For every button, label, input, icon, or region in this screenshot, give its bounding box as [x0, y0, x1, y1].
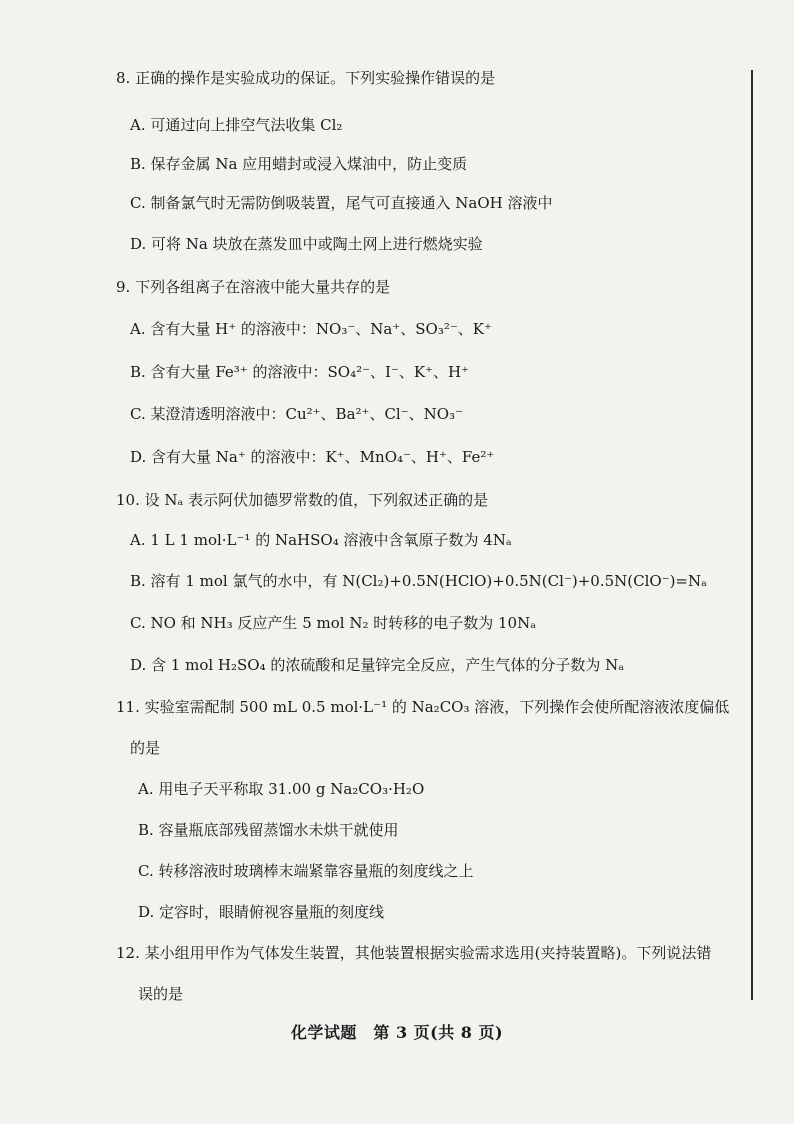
question-12-stem: 12. 某小组用甲作为气体发生装置，其他装置根据实验需求选用(夹持装置略)。下列说法错 [116, 944, 712, 962]
question-8-option-c: C. 制备氯气时无需防倒吸装置，尾气可直接通入 NaOH 溶液中 [130, 194, 553, 212]
question-11-option-a: A. 用电子天平称取 31.00 g Na₂CO₃·H₂O [138, 780, 425, 798]
question-10-option-c: C. NO 和 NH₃ 反应产生 5 mol N₂ 时转移的电子数为 10Nₐ [130, 614, 536, 632]
question-9-option-c: C. 某澄清透明溶液中：Cu²⁺、Ba²⁺、Cl⁻、NO₃⁻ [130, 405, 463, 423]
question-12-stem-continued: 误的是 [138, 985, 184, 1003]
question-10-stem: 10. 设 Nₐ 表示阿伏加德罗常数的值，下列叙述正确的是 [116, 491, 489, 509]
question-9-stem: 9. 下列各组离子在溶液中能大量共存的是 [116, 278, 391, 296]
question-8-option-d: D. 可将 Na 块放在蒸发皿中或陶土网上进行燃烧实验 [130, 235, 483, 253]
question-10-option-a: A. 1 L 1 mol·L⁻¹ 的 NaHSO₄ 溶液中含氧原子数为 4Nₐ [130, 531, 512, 549]
question-11-option-b: B. 容量瓶底部残留蒸馏水未烘干就使用 [138, 821, 399, 839]
question-10-option-d: D. 含 1 mol H₂SO₄ 的浓硫酸和足量锌完全反应，产生气体的分子数为 Nₐ [130, 656, 625, 674]
page-edge-rule [751, 70, 753, 1000]
question-10-option-b: B. 溶有 1 mol 氯气的水中，有 N(Cl₂)+0.5N(HClO)+0.5N(Cl⁻)+0.5N(ClO⁻)=Nₐ [130, 572, 707, 590]
page-footer: 化学试题 第 3 页(共 8 页) [290, 1023, 504, 1042]
question-11-stem-continued: 的是 [130, 739, 161, 757]
question-8-option-a: A. 可通过向上排空气法收集 Cl₂ [130, 116, 343, 134]
question-9-option-a: A. 含有大量 H⁺ 的溶液中：NO₃⁻、Na⁺、SO₃²⁻、K⁺ [130, 320, 492, 338]
question-11-option-c: C. 转移溶液时玻璃棒末端紧靠容量瓶的刻度线之上 [138, 862, 474, 880]
question-9-option-d: D. 含有大量 Na⁺ 的溶液中：K⁺、MnO₄⁻、H⁺、Fe²⁺ [130, 448, 495, 466]
question-8-option-b: B. 保存金属 Na 应用蜡封或浸入煤油中，防止变质 [130, 155, 468, 173]
question-11-stem: 11. 实验室需配制 500 mL 0.5 mol·L⁻¹ 的 Na₂CO₃ 溶液，下列操作会使所配溶液浓度偏低 [116, 698, 730, 716]
question-9-option-b: B. 含有大量 Fe³⁺ 的溶液中：SO₄²⁻、I⁻、K⁺、H⁺ [130, 363, 469, 381]
question-11-option-d: D. 定容时，眼睛俯视容量瓶的刻度线 [138, 903, 385, 921]
question-8-stem: 8. 正确的操作是实验成功的保证。下列实验操作错误的是 [116, 69, 496, 87]
